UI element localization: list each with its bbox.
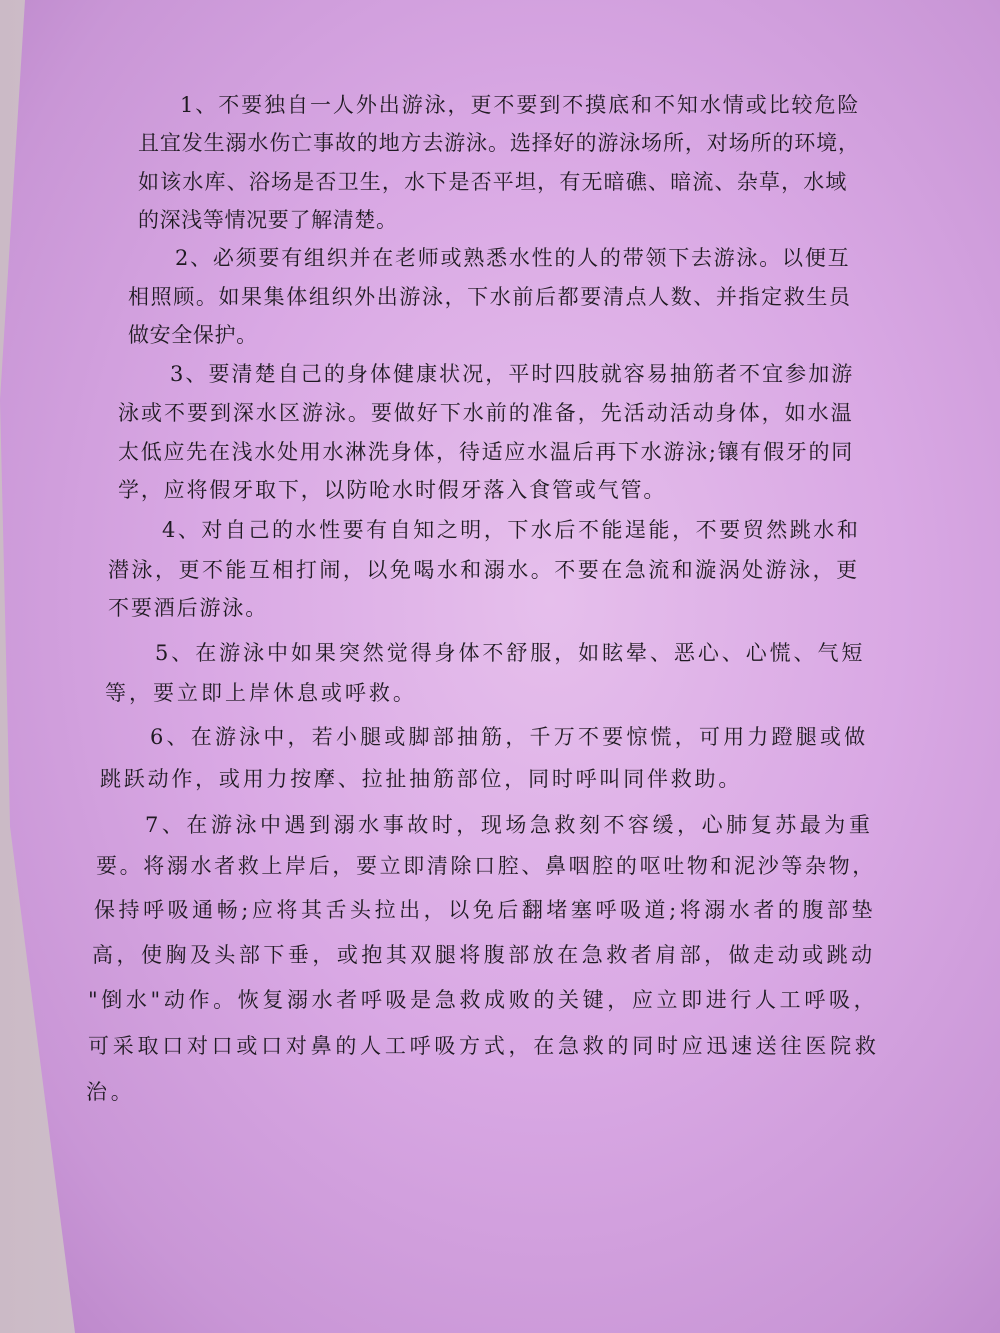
paragraph-4-line-1: 4、对自己的水性要有自知之明，下水后不能逞能，不要贸然跳水和: [162, 518, 861, 542]
paragraph-3-line-1: 3、要清楚自己的身体健康状况，平时四肢就容易抽筋者不宜参加游: [170, 362, 855, 386]
paragraph-1-line-2: 且宜发生溺水伤亡事故的地方去游泳。选择好的游泳场所，对场所的环境，: [138, 131, 860, 155]
paragraph-5-line-1: 5、在游泳中如果突然觉得身体不舒服，如眩晕、恶心、心慌、气短: [155, 641, 866, 665]
paragraph-4-line-3: 不要酒后游泳。: [108, 596, 269, 620]
paragraph-7-line-7: 治。: [86, 1080, 136, 1104]
paragraph-3-line-2: 泳或不要到深水区游泳。要做好下水前的准备，先活动活动身体，如水温: [118, 401, 854, 425]
paragraph-2-line-1: 2、必须要有组织并在老师或熟悉水性的人的带领下去游泳。以便互: [175, 246, 851, 270]
paragraph-3-line-3: 太低应先在浅水处用水淋洗身体，待适应水温后再下水游泳;镶有假牙的同: [118, 440, 854, 464]
paragraph-7-line-5: "倒水"动作。恢复溺水者呼吸是急救成败的关键，应立即进行人工呼吸，: [88, 988, 879, 1012]
paragraph-6-line-1: 6、在游泳中，若小腿或脚部抽筋，千万不要惊慌，可用力蹬腿或做: [150, 725, 869, 749]
paragraph-2-line-2: 相照顾。如果集体组织外出游泳，下水前后都要清点人数、并指定救生员: [128, 285, 852, 309]
paragraph-7-line-3: 保持呼吸通畅;应将其舌头拉出，以免后翻堵塞呼吸道;将溺水者的腹部垫: [94, 898, 877, 922]
paragraph-1-line-1: 1、不要独自一人外出游泳，更不要到不摸底和不知水情或比较危险: [180, 93, 861, 117]
paragraph-7-line-6: 可采取口对口或口对鼻的人工呼吸方式，在急救的同时应迅速送往医院救: [88, 1034, 880, 1058]
paragraph-3-line-4: 学，应将假牙取下，以防呛水时假牙落入食管或气管。: [118, 478, 667, 502]
paragraph-6-line-2: 跳跃动作，或用力按摩、拉扯抽筋部位，同时呼叫同伴救助。: [100, 767, 743, 791]
paragraph-7-line-2: 要。将溺水者救上岸后，要立即清除口腔、鼻咽腔的呕吐物和泥沙等杂物，: [96, 854, 876, 878]
paragraph-7-line-1: 7、在游泳中遇到溺水事故时，现场急救刻不容缓，心肺复苏最为重: [145, 813, 874, 837]
paragraph-5-line-2: 等，要立即上岸休息或呼救。: [105, 681, 417, 705]
paragraph-4-line-2: 潜泳，更不能互相打闹，以免喝水和溺水。不要在急流和漩涡处游泳，更: [108, 558, 860, 582]
paragraph-1-line-3: 如该水库、浴场是否卫生，水下是否平坦，有无暗礁、暗流、杂草，水域: [138, 170, 848, 194]
paragraph-2-line-3: 做安全保护。: [128, 323, 258, 347]
paragraph-1-line-4: 的深浅等情况要了解清楚。: [138, 208, 398, 232]
paragraph-7-line-4: 高，使胸及头部下垂，或抱其双腿将腹部放在急救者肩部，做走动或跳动: [92, 943, 876, 967]
